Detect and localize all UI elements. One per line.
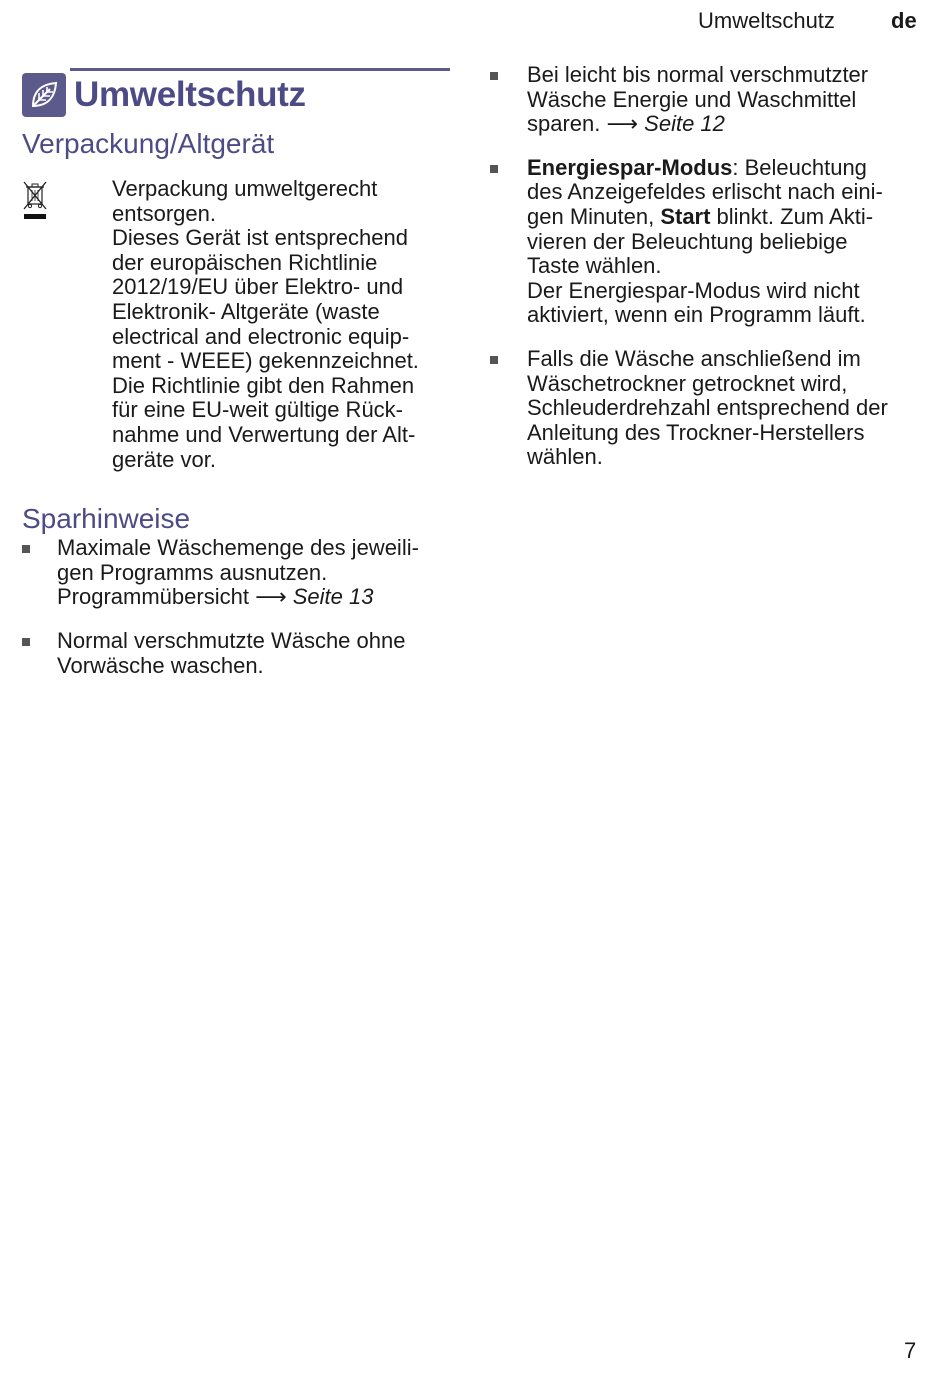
item-line: [57, 585, 419, 610]
weee-line: Dieses Gerät ist entsprechend: [112, 225, 408, 251]
weee-line: electrical and electronic equip-: [112, 323, 410, 349]
item-line: gen Programms ausnutzen.: [57, 559, 328, 585]
ref-prefix: Programmübersicht: [57, 584, 256, 610]
square-bullet-icon: [490, 356, 498, 364]
item-text: : Beleuchtung: [732, 154, 867, 180]
tips-list-left: [22, 536, 450, 678]
item-line: Wäsche Energie und Waschmittel: [527, 86, 857, 112]
item-text: gen Minuten,: [527, 203, 661, 229]
weee-line: ment - WEEE) gekennzeichnet.: [112, 348, 419, 374]
item-line: aktiviert, wenn ein Programm läuft.: [527, 302, 866, 328]
running-header-section: Umweltschutz: [698, 8, 835, 33]
list-item: [22, 629, 450, 678]
item-line: [527, 156, 883, 181]
square-bullet-icon: [490, 165, 498, 173]
item-line: Bei leicht bis normal verschmutzter: [527, 62, 869, 87]
ref-prefix: sparen.: [527, 111, 607, 137]
weee-line: 2012/19/EU über Elektro- und: [112, 274, 404, 300]
tips-list-right: [490, 63, 930, 470]
item-line: Maximale Wäschemenge des jeweili-: [57, 535, 419, 561]
list-item: [490, 63, 930, 137]
weee-line: Elektronik- Altgeräte (waste: [112, 298, 380, 324]
list-item: [490, 156, 930, 328]
start-label: Start: [660, 203, 711, 229]
item-line: Der Energiespar-Modus wird nicht: [527, 277, 860, 303]
weee-line: geräte vor.: [112, 446, 216, 472]
item-line: [527, 112, 868, 137]
weee-line: der europäischen Richtlinie: [112, 249, 378, 275]
packaging-heading: Verpackung/Altgerät: [22, 128, 275, 159]
item-line: Vorwäsche waschen.: [57, 652, 264, 678]
item-line: des Anzeigefeldes erlischt nach eini-: [527, 179, 883, 205]
running-header-language: de: [891, 8, 917, 33]
weee-line: Verpackung umweltgerecht: [112, 176, 378, 201]
title-row: [22, 71, 450, 119]
square-bullet-icon: [22, 638, 30, 646]
square-bullet-icon: [490, 72, 498, 80]
page-reference[interactable]: Seite 12: [638, 111, 725, 137]
leaf-icon: [22, 73, 66, 117]
arrow-icon: ⟶: [606, 111, 639, 137]
crossed-bin-icon: [22, 177, 112, 472]
tips-heading: Sparhinweise: [22, 503, 191, 535]
item-line: Wäschetrockner getrocknet wird,: [527, 370, 848, 396]
item-line: Normal verschmutzte Wäsche ohne: [57, 627, 406, 653]
weee-line: nahme und Verwertung der Alt-: [112, 421, 416, 447]
square-bullet-icon: [22, 545, 30, 553]
item-line: vieren der Beleuchtung beliebige: [527, 228, 848, 254]
page-reference[interactable]: Seite 13: [286, 584, 374, 610]
item-line: Anleitung des Trockner-Herstellers: [527, 419, 865, 445]
weee-text: [112, 177, 450, 472]
item-line: Taste wählen.: [527, 253, 662, 279]
item-line: Schleuderdrehzahl entsprechend der: [527, 395, 888, 421]
left-column: [22, 68, 450, 697]
item-text: blinkt. Zum Akti-: [710, 203, 874, 229]
list-item: [22, 536, 450, 610]
item-line: Falls die Wäsche anschließend im: [527, 345, 861, 371]
page-number: 7: [904, 1338, 917, 1363]
weee-block: [22, 177, 450, 472]
right-column: [490, 63, 930, 489]
item-line: wählen.: [527, 444, 603, 470]
page-title: Umweltschutz: [74, 75, 306, 114]
list-item: [490, 347, 930, 470]
weee-line: entsorgen.: [112, 200, 216, 226]
term-energy-mode: Energiespar-Modus: [527, 154, 733, 180]
item-line: [527, 205, 883, 230]
arrow-icon: ⟶: [255, 584, 287, 610]
weee-line: Die Richtlinie gibt den Rahmen: [112, 372, 415, 398]
weee-line: für eine EU-weit gültige Rück-: [112, 397, 404, 423]
